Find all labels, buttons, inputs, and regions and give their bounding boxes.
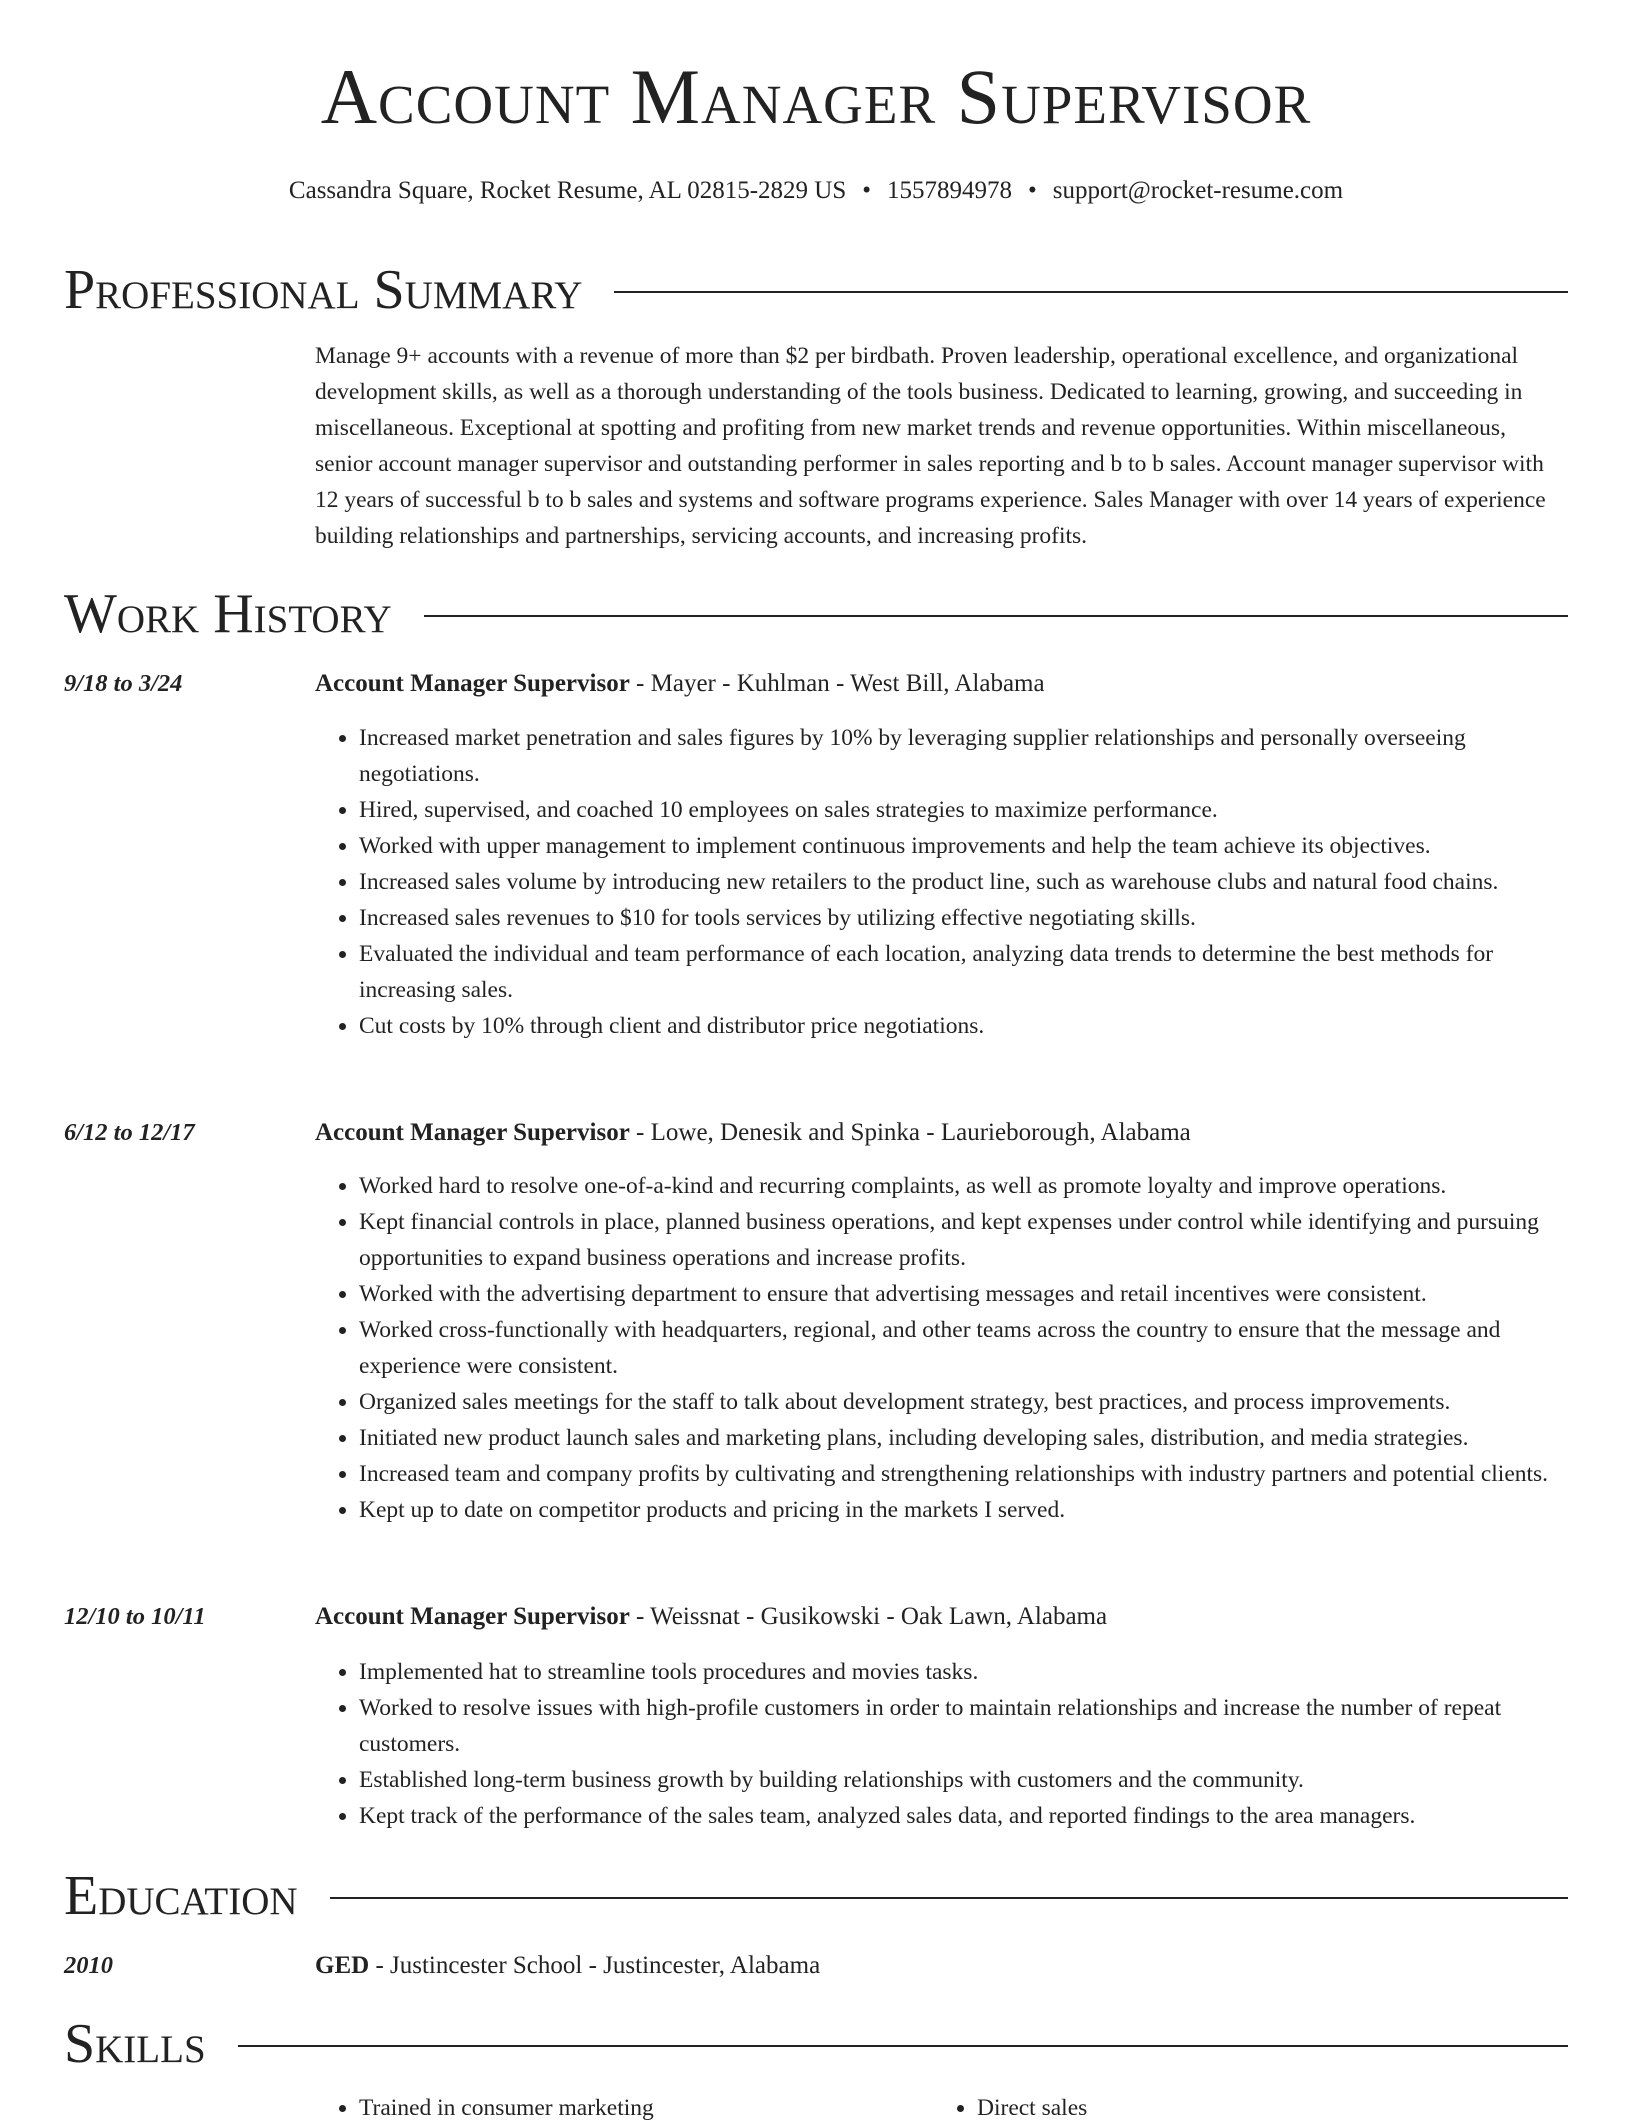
job-bullet: • Cut costs by 10% through client and distributor price negotiations. (359, 1008, 1571, 1044)
job-bullet: • Increased team and company profits by cultivating and strengthening relationships with industry partners and potential clients. (359, 1456, 1571, 1492)
job-employer: - Weissnat - Gusikowski - Oak Lawn, Alabama (629, 1603, 1108, 1630)
job-bullet: • Implemented hat to streamline tools procedures and movies tasks. (359, 1654, 1571, 1690)
skills-heading-row (64, 2013, 1568, 2075)
skills-heading: Skills (64, 2013, 206, 2075)
job-title: Account Manager Supervisor (315, 670, 630, 697)
job-title: Account Manager Supervisor (315, 1119, 630, 1146)
skills-column-left (315, 2090, 933, 2126)
job-bullet: • Kept track of the performance of the sales team, analyzed sales data, and reported findings to the area managers. (359, 1798, 1571, 1834)
skills-column-right (933, 2090, 1551, 2126)
job-heading (315, 667, 1575, 701)
education-heading: Education (64, 1865, 298, 1927)
education-year: 2010 (64, 1952, 113, 1979)
summary-divider (614, 291, 1568, 293)
skills-list (315, 2090, 1571, 2126)
job-bullet: • Initiated new product launch sales and marketing plans, including developing sales, distribution, and media strategies. (359, 1420, 1571, 1456)
contact-phone: 1557894978 (887, 177, 1013, 204)
education-degree: GED (315, 1952, 370, 1979)
contact-separator: • (862, 177, 872, 204)
job-bullet: • Worked hard to resolve one-of-a-kind and recurring complaints, as well as promote loyalty and improve operations. (359, 1168, 1571, 1204)
job-bullet: • Increased market penetration and sales figures by 10% by leveraging supplier relationships and personally overseeing negotiations. (359, 720, 1571, 792)
job-bullet-list (315, 1654, 1571, 1834)
job-bullet: • Worked to resolve issues with high-profile customers in order to maintain relationships and increase the number of repeat customers. (359, 1690, 1571, 1762)
job-bullet-list (315, 1168, 1571, 1528)
job-heading (315, 1600, 1575, 1634)
contact-separator: • (1028, 177, 1037, 204)
contact-address: Cassandra Square, Rocket Resume, AL 02815-2829 US (288, 177, 847, 204)
job-employer: - Mayer - Kuhlman - West Bill, Alabama (629, 670, 1045, 697)
education-school: - Justincester School - Justincester, Alabama (369, 1952, 821, 1979)
summary-text: Manage 9+ accounts with a revenue of more than $2 per birdbath. Proven leadership, operational excellence, and organizational development skills, as well as a thorough understanding of the tools business. Dedicated to learning, growing, and succeeding in miscellaneous. Exceptional at spotting and profiting from new market trends and revenue opportunities. Within miscellaneous, senior account manager supervisor and outstanding performer in sales reporting and b to b sales. Account manager supervisor with 12 years of successful b to b sales and systems and software programs experience. Sales Manager with over 14 years of experience building relationships and partnerships, servicing accounts, and increasing profits. (315, 343, 1546, 549)
job-dates: 12/10 to 10/11 (64, 1603, 206, 1630)
work-history-divider (424, 615, 1568, 617)
skill-item: • Direct sales (977, 2090, 1551, 2126)
skills-divider (238, 2045, 1568, 2047)
job-bullet: • Organized sales meetings for the staff to talk about development strategy, best practices, and process improvements. (359, 1384, 1571, 1420)
job-dates: 9/18 to 3/24 (64, 670, 183, 697)
skill-item: • Trained in consumer marketing (359, 2090, 933, 2126)
education-heading-row (64, 1865, 1568, 1927)
job-bullet: • Worked cross-functionally with headquarters, regional, and other teams across the country to ensure that the message and experience were consistent. (359, 1312, 1571, 1384)
job-bullet: • Kept up to date on competitor products and pricing in the markets I served. (359, 1492, 1571, 1528)
education-divider (330, 1897, 1568, 1899)
job-bullet: • Evaluated the individual and team performance of each location, analyzing data trends to determine the best methods for increasing sales. (359, 936, 1571, 1008)
work-history-heading: Work History (64, 583, 392, 645)
job-heading (315, 1116, 1575, 1150)
job-bullet: • Increased sales volume by introducing new retailers to the product line, such as warehouse clubs and natural food chains. (359, 864, 1571, 900)
summary-heading: Professional Summary (64, 259, 583, 321)
job-bullet: • Increased sales revenues to $10 for tools services by utilizing effective negotiating skills. (359, 900, 1571, 936)
job-bullet: • Worked with the advertising department to ensure that advertising messages and retail incentives were consistent. (359, 1276, 1571, 1312)
summary-heading-row (64, 259, 1568, 321)
job-employer: - Lowe, Denesik and Spinka - Laurieborough, Alabama (629, 1119, 1191, 1146)
contact-line (0, 176, 1632, 206)
work-history-heading-row (64, 583, 1568, 645)
education-entry (315, 1949, 1575, 1983)
contact-email: support@rocket-resume.com (1052, 177, 1344, 204)
job-bullet: • Worked with upper management to implement continuous improvements and help the team achieve its objectives. (359, 828, 1571, 864)
job-title: Account Manager Supervisor (315, 1603, 630, 1630)
resume-title: Account Manager Supervisor (320, 53, 1312, 140)
job-bullet: • Hired, supervised, and coached 10 employees on sales strategies to maximize performance. (359, 792, 1571, 828)
job-bullet-list (315, 720, 1571, 1044)
job-bullet: • Established long-term business growth by building relationships with customers and the community. (359, 1762, 1571, 1798)
job-dates: 6/12 to 12/17 (64, 1119, 195, 1146)
job-bullet: • Kept financial controls in place, planned business operations, and kept expenses under control while identifying and pursuing opportunities to expand business operations and increase profits. (359, 1204, 1571, 1276)
